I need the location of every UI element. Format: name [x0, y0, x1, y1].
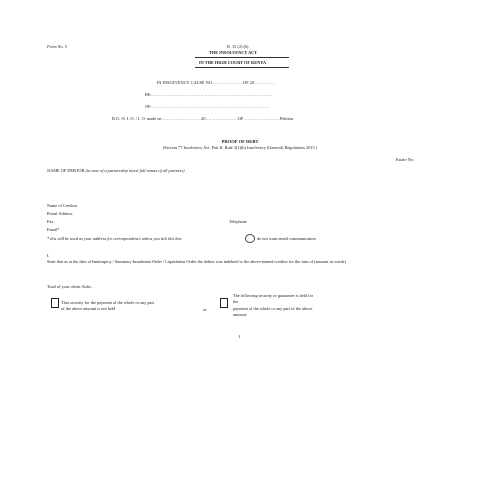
claim-marker: I, — [47, 253, 50, 258]
security-not-held-checkbox[interactable] — [51, 298, 59, 308]
act-title: THE INSOLVENCY ACT — [209, 50, 258, 55]
page-number: 1 — [238, 334, 241, 339]
claim-statement: State that as at the date of bankruptcy / Summary Instalment Order / Liquidation Order the debtor was indebted to the above-named creditor for the sum of (amount in words) — [47, 259, 346, 264]
telephone-label: Telephone — [229, 219, 247, 224]
security-held-line-2: the — [233, 299, 239, 304]
debtor-name-row — [47, 168, 185, 173]
or-label: or — [203, 307, 207, 312]
order-line: B.O. /S. I. O. / I. O. made on ………………………20……………..……OF……………………..Petition — [112, 116, 294, 121]
email-label: Email* — [47, 227, 60, 232]
header-rule-bottom — [195, 67, 289, 68]
security-held-line-3: payment of the whole or any part of the above — [233, 306, 313, 311]
cause-line: IN INSOLVENCY CAUSE NO………………….OF 20…………… — [157, 80, 276, 85]
creditor-name-label: Name of Creditor — [47, 203, 78, 208]
estate-number: Estate No: — [396, 157, 415, 162]
security-not-held-line-1: That security for the payment of the whole or any part — [61, 300, 155, 305]
of-line: OF: ……………………………………………………………………… — [145, 104, 269, 109]
email-note: * this will be used as your address for correspondence unless you tick this box — [47, 236, 182, 241]
debtor-hint: (in case of a partnership insert full names of all partners) — [85, 168, 185, 173]
security-held-checkbox[interactable] — [220, 298, 228, 308]
form-number: Form No. 5 — [47, 44, 67, 49]
postal-address-label: Postal Address — [47, 211, 73, 216]
claim-total-label: Total of your claim: Kshs. — [47, 284, 92, 289]
debtor-label: NAME OF DEBTOR — [47, 168, 85, 173]
no-email-checkbox[interactable] — [245, 234, 255, 243]
proof-title: PROOF OF DEBT — [221, 139, 259, 144]
security-held-line-1: The following security or guarantee is held for — [233, 293, 314, 298]
rule-reference: R. 15 (2) (b) — [227, 44, 249, 49]
security-held-line-4: amount: — [233, 312, 248, 317]
fax-label: Fax — [47, 219, 54, 224]
proof-subtitle: (Section 77 Insolvency Act. Part II. Rule 3(1)(b) Insolvency (General) Regulations 2015 ) — [162, 145, 318, 150]
security-not-held-line-2: of the above amount is not held — [61, 306, 116, 311]
email-note-tail: do not want email communication — [257, 236, 316, 241]
header-rule-top — [195, 57, 289, 58]
re-line: RE:………………………………………………………………………… — [145, 92, 272, 97]
court-title: IN THE HIGH COURT OF KENYA — [199, 60, 267, 65]
